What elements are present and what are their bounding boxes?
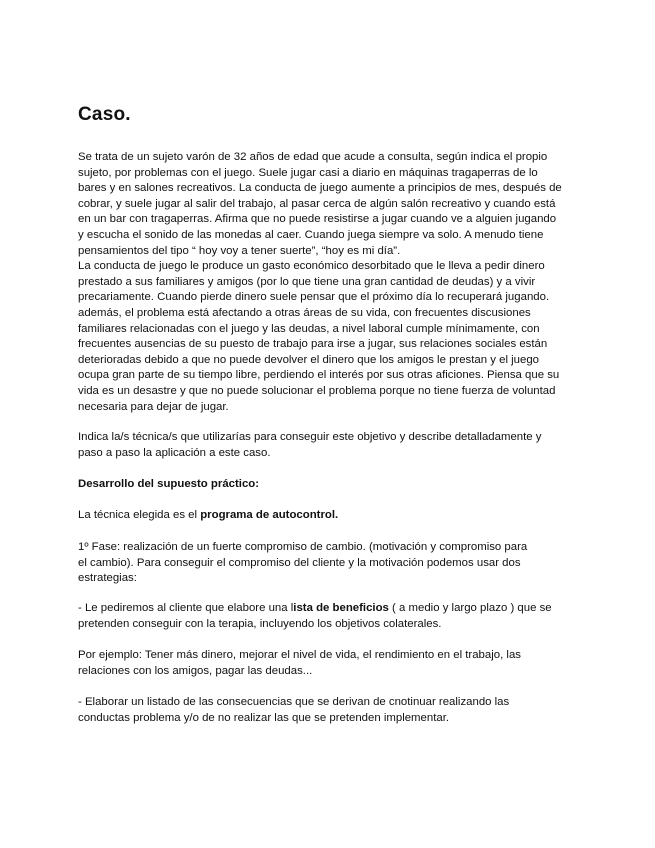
technique-line <box>78 508 578 524</box>
case-line: en un bar con tragaperras. Afirma que no puede resistirse a jugar cuando ve a alguien jugando <box>78 213 557 226</box>
consequences-line: - Elaborar un listado de las consecuencias que se derivan de cnotinuar realizando las <box>78 696 510 708</box>
case-line: frecuentes ausencias de su puesto de trabajo para irse a jugar, sus relaciones sociales están <box>78 338 548 351</box>
case-title: Caso. <box>78 104 131 125</box>
benefits-paragraph <box>78 601 578 632</box>
case-line: además, el problema está afectando a otras áreas de su vida, con frecuentes discusiones <box>78 306 531 319</box>
case-line: deterioradas debido a que no puede devolver el dinero que los amigos le prestan y el juego <box>78 353 540 366</box>
case-line: cobrar, y suele jugar al salir del trabajo, al pasar cerca de algún salón recreativo y cuando está <box>78 197 556 210</box>
task-line: paso a paso la aplicación a este caso. <box>78 446 271 459</box>
case-line: Se trata de un sujeto varón de 32 años de edad que acude a consulta, según indica el propio <box>78 151 548 163</box>
benefits-line <box>78 601 578 617</box>
case-line: pensamientos del tipo “ hoy voy a tener suerte”, “hoy es mi día”. <box>78 244 401 257</box>
case-line: necesaria para dejar de jugar. <box>78 400 229 413</box>
technique-paragraph <box>78 508 578 524</box>
case-line: La conducta de juego le produce un gasto económico desorbitado que le lleva a pedir dinero <box>78 260 545 273</box>
phase-line: 1º Fase: realización de un fuerte compromiso de cambio. (motivación y compromiso para <box>78 541 528 553</box>
phase-line: el cambio). Para conseguir el compromiso del cliente y la motivación podemos usar dos <box>78 556 521 569</box>
technique-prefix: La técnica elegida es el <box>78 509 201 521</box>
consequences-line: conductas problema y/o de no realizar las que se pretenden implementar. <box>78 711 450 724</box>
task-line: Indica la/s técnica/s que utilizarías para conseguir este objetivo y describe detalladamente y <box>78 431 542 443</box>
example-line: relaciones con los amigos, pagar las deudas... <box>78 664 313 677</box>
development-heading <box>78 477 578 493</box>
task-paragraph <box>78 430 578 461</box>
example-paragraph <box>78 648 578 679</box>
benefits-prefix: - Le pediremos al cliente que elabore una l <box>78 602 294 614</box>
phase-line: estrategias: <box>78 572 137 585</box>
case-description <box>78 150 578 415</box>
phase-one-paragraph <box>78 540 578 587</box>
technique-name: programa de autocontrol. <box>200 509 339 521</box>
case-line: y escucha el sonido de las monedas al caer. Cuando juega siempre va solo. A menudo tiene <box>78 228 544 241</box>
case-line: precariamente. Cuando pierde dinero suele pensar que el próximo día lo recuperará jugando. <box>78 291 550 304</box>
development-heading-text: Desarrollo del supuesto práctico: <box>78 478 260 490</box>
case-line: prestado a sus familiares y amigos (por lo que tiene una gran cantidad de deudas) y a vivir <box>78 275 536 288</box>
case-line: bares y en salones recreativos. La conducta de juego aumente a principios de mes, después de <box>78 182 562 195</box>
case-line: familiares relacionadas con el juego y las deudas, a nivel laboral cumple mínimamente, con <box>78 322 540 335</box>
case-line: sujeto, por problemas con el juego. Suele jugar casi a diario en máquinas tragaperras de lo <box>78 166 538 179</box>
example-line: Por ejemplo: Tener más dinero, mejorar el nivel de vida, el rendimiento en el trabajo, las <box>78 649 521 661</box>
benefits-suffix: ( a medio y largo plazo ) que se <box>388 602 552 614</box>
consequences-paragraph <box>78 695 578 726</box>
benefits-line-2: pretenden conseguir con la terapia, incluyendo los objetivos colaterales. <box>78 617 442 630</box>
case-line: ocupa gran parte de su tiempo libre, perdiendo el interés por sus otras aficiones. Piensa que su <box>78 369 560 382</box>
case-line: vida es un desastre y que no puede solucionar el problema porque no tiene fuerza de voluntad <box>78 384 556 397</box>
benefits-bold: ista de beneficios <box>293 602 389 614</box>
